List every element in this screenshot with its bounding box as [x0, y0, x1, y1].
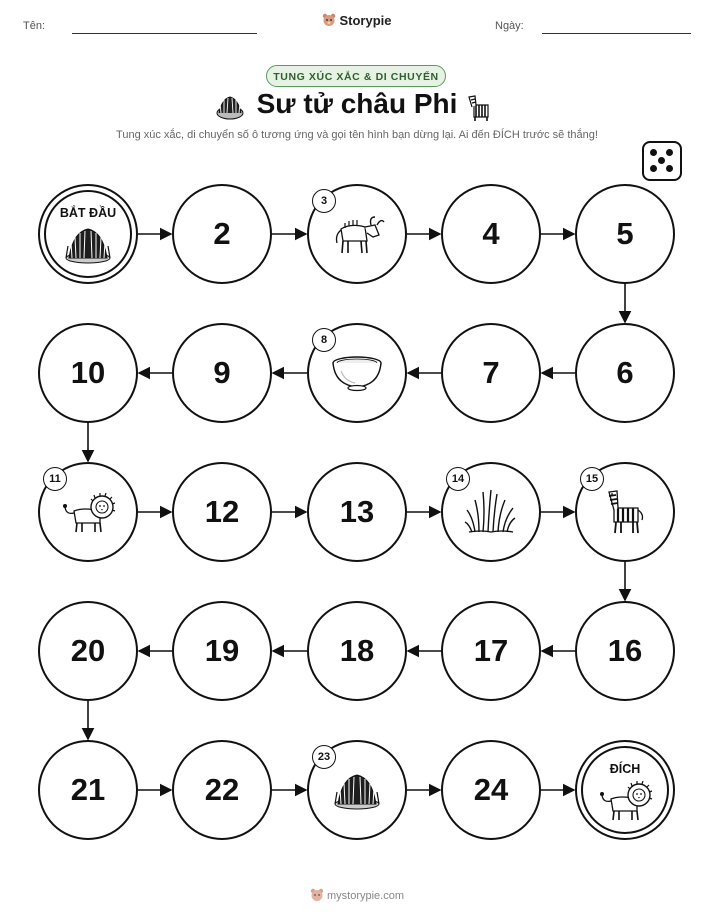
cell-number: 20: [70, 633, 106, 668]
cell-number: 10: [70, 355, 106, 390]
bowl-icon: [329, 353, 385, 398]
board-cell-13[interactable]: [307, 462, 407, 562]
cell-number-tag: 11: [43, 467, 67, 491]
cell-number: 4: [482, 216, 500, 251]
cell-number: 13: [339, 494, 375, 529]
date-label: Ngày:: [495, 20, 524, 32]
board-cell-4[interactable]: [441, 184, 541, 284]
cell-number-tag: 8: [312, 328, 336, 352]
finish-cell[interactable]: [575, 740, 675, 840]
cell-number-tag: 23: [312, 745, 336, 769]
cell-number: 22: [204, 772, 240, 807]
tall-grass-icon: [463, 488, 519, 541]
wildebeest-icon: [329, 211, 385, 262]
lion-icon: [60, 489, 116, 540]
cell-number: 21: [70, 772, 106, 807]
cell-number: 12: [204, 494, 240, 529]
cell-number-tag: 14: [446, 467, 470, 491]
board-cell-12[interactable]: [172, 462, 272, 562]
board-cell-14[interactable]: [441, 462, 541, 562]
cell-number: 19: [204, 633, 240, 668]
board-cell-5[interactable]: [575, 184, 675, 284]
name-label: Tên:: [23, 20, 46, 32]
board-cell-17[interactable]: [441, 601, 541, 701]
board-cell-2[interactable]: [172, 184, 272, 284]
board-cell-16[interactable]: [575, 601, 675, 701]
lion-icon: [597, 777, 653, 828]
board-cell-6[interactable]: [575, 323, 675, 423]
cell-label: BẮT ĐẦU: [59, 206, 117, 220]
cell-number: 9: [213, 355, 231, 390]
cell-number: 24: [473, 772, 509, 807]
cell-label: ĐÍCH: [609, 762, 641, 776]
grass-nest-icon: [332, 770, 382, 815]
board-cell-9[interactable]: [172, 323, 272, 423]
cell-number-tag: 3: [312, 189, 336, 213]
board-cell-22[interactable]: [172, 740, 272, 840]
board-cell-23[interactable]: [307, 740, 407, 840]
board-cell-3[interactable]: [307, 184, 407, 284]
board-cell-24[interactable]: [441, 740, 541, 840]
cell-number-tag: 15: [580, 467, 604, 491]
instructions-text: Tung xúc xắc, di chuyển số ô tương ứng và gọi tên hình bạn dừng lại. Ai đến ĐÍCH trước sẽ thắng!: [116, 129, 598, 141]
board-cell-15[interactable]: [575, 462, 675, 562]
zebra-icon: [600, 488, 650, 541]
start-cell[interactable]: [38, 184, 138, 284]
footer: [0, 888, 714, 902]
activity-badge: TUNG XÚC XẮC & DI CHUYỂN: [266, 65, 446, 87]
cell-number: 16: [607, 633, 643, 668]
brand-name: Storypie: [339, 13, 392, 28]
cell-number: 5: [616, 216, 634, 251]
board-cell-19[interactable]: [172, 601, 272, 701]
page-title: Sư tử châu Phi: [256, 88, 458, 119]
cell-number: 17: [473, 633, 509, 668]
footer-url: mystorypie.com: [326, 890, 405, 902]
cell-number: 2: [213, 216, 231, 251]
board-cell-10[interactable]: [38, 323, 138, 423]
cell-number: 18: [339, 633, 375, 668]
cell-number: 6: [616, 355, 634, 390]
board-cell-11[interactable]: [38, 462, 138, 562]
board-cell-7[interactable]: [441, 323, 541, 423]
grass-nest-icon: [63, 224, 113, 269]
board-cell-21[interactable]: [38, 740, 138, 840]
board-cell-18[interactable]: [307, 601, 407, 701]
board-cell-8[interactable]: [307, 323, 407, 423]
board-cell-20[interactable]: [38, 601, 138, 701]
bear-logo-icon: [310, 888, 324, 902]
cell-number: 7: [482, 355, 500, 390]
